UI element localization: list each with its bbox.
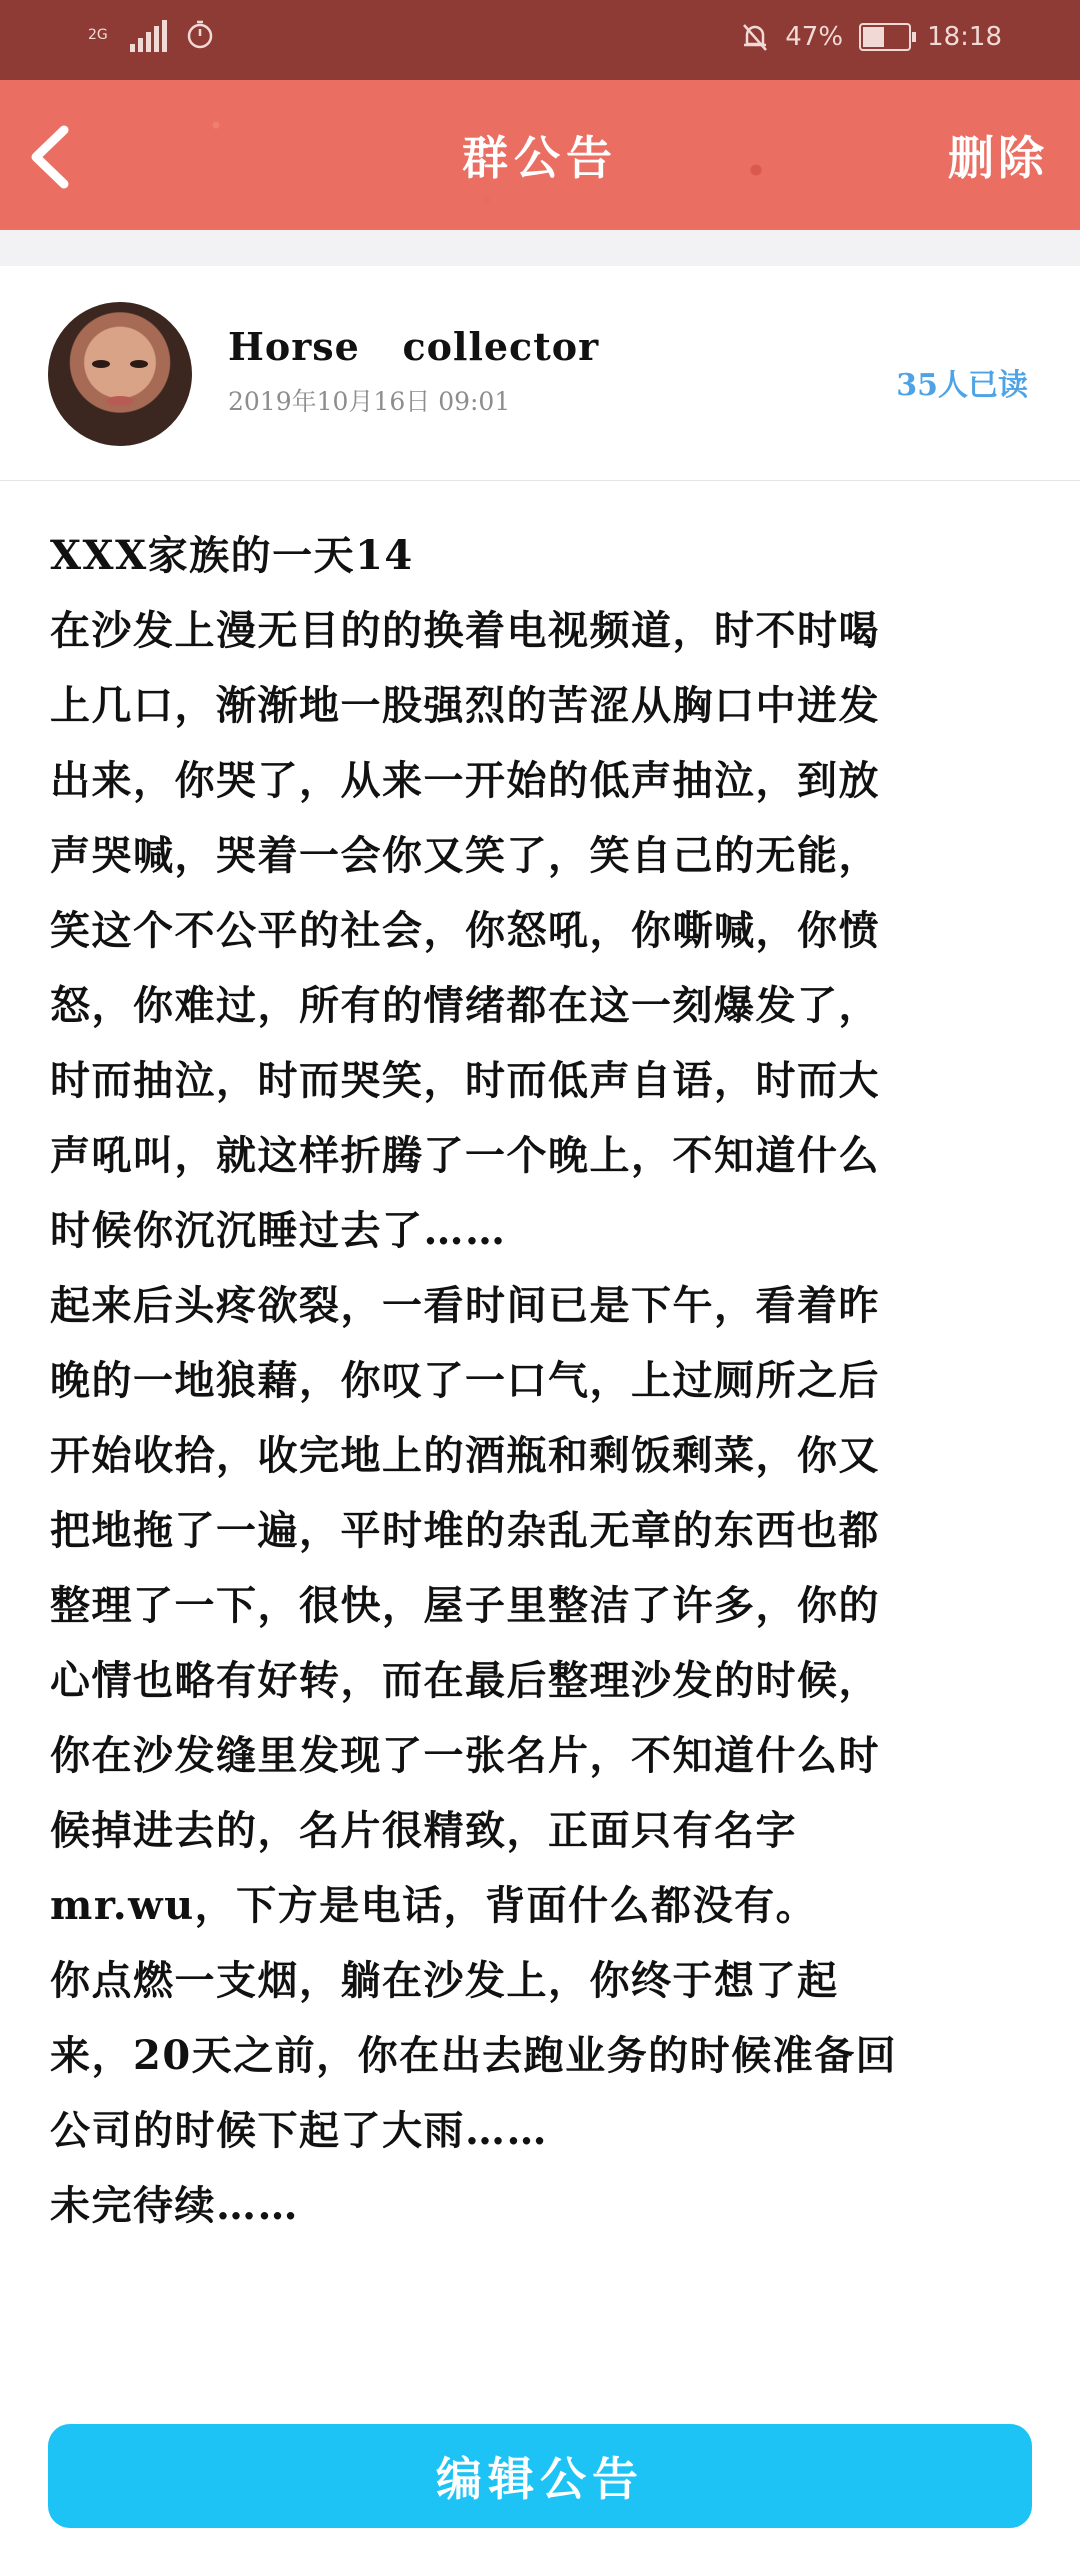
read-count-link[interactable]: 35人已读 — [896, 368, 1028, 403]
page-title: 群公告 — [462, 131, 618, 185]
bell-muted-icon — [741, 22, 769, 52]
announcement-line: 上几口，渐渐地一股强烈的苦涩从胸口中迸发 — [50, 682, 880, 729]
announcement-line: 笑这个不公平的社会，你怒吼，你嘶喊，你愤 — [50, 907, 880, 954]
announcement-line: mr.wu，下方是电话，背面什么都没有。 — [50, 1882, 818, 1929]
announcement-line: 怒，你难过，所有的情绪都在这一刻爆发了， — [50, 982, 880, 1029]
announcement-line: 你在沙发缝里发现了一张名片，不知道什么时 — [50, 1732, 880, 1779]
author-header — [0, 266, 1080, 481]
author-name: Horse collector — [228, 324, 600, 369]
nav-bar — [0, 80, 1080, 230]
signal-icon — [130, 18, 167, 52]
announcement-line: 时而抽泣，时而哭笑，时而低声自语，时而大 — [50, 1057, 880, 1104]
announcement-line: 在沙发上漫无目的的换着电视频道，时不时喝 — [50, 607, 880, 654]
battery-percent: 47% — [785, 22, 844, 52]
network-type: 2G — [88, 27, 108, 43]
announcement-line: 出来，你哭了，从来一开始的低声抽泣，到放 — [50, 757, 880, 804]
battery-fill — [863, 27, 884, 47]
announcement-line: 整理了一下，很快，屋子里整洁了许多，你的 — [50, 1582, 880, 1629]
announcement-line: 未完待续…… — [50, 2182, 299, 2229]
announcement-line: 来，20天之前，你在出去跑业务的时候准备回 — [50, 2032, 898, 2079]
announcement-line: 心情也略有好转，而在最后整理沙发的时候， — [50, 1657, 880, 1704]
status-left — [88, 18, 215, 52]
announcement-line: 时候你沉沉睡过去了…… — [50, 1207, 507, 1254]
clock: 18:18 — [927, 22, 1002, 52]
announcement-line: 声吼叫，就这样折腾了一个晚上，不知道什么 — [50, 1132, 880, 1179]
delete-button[interactable]: 删除 — [948, 131, 1048, 185]
post-date: 2019年10月16日 09:01 — [228, 387, 511, 416]
avatar-mouth — [106, 396, 134, 406]
section-divider — [0, 230, 1080, 266]
announcement-line: 起来后头疼欲裂，一看时间已是下午，看着昨 — [50, 1282, 880, 1329]
announcement-body — [50, 518, 1035, 2243]
announcement-line: 晚的一地狼藉，你叹了一口气，上过厕所之后 — [50, 1357, 880, 1404]
announcement-line: 把地拖了一遍，平时堆的杂乱无章的东西也都 — [50, 1507, 880, 1554]
announcement-line: 你点燃一支烟，躺在沙发上，你终于想了起 — [50, 1957, 839, 2004]
announcement-line: 开始收拾，收完地上的酒瓶和剩饭剩菜，你又 — [50, 1432, 880, 1479]
status-right — [741, 22, 1002, 52]
avatar-eye-right — [130, 360, 148, 368]
avatar-eye-left — [92, 360, 110, 368]
announcement-line: 声哭喊，哭着一会你又笑了，笑自己的无能， — [50, 832, 880, 879]
status-bar — [0, 0, 1080, 80]
battery-icon — [859, 23, 911, 51]
timer-icon — [185, 20, 215, 50]
announcement-line: XXX家族的一天14 — [50, 532, 414, 579]
announcement-line: 候掉进去的，名片很精致，正面只有名字 — [50, 1807, 797, 1854]
edit-announcement-button[interactable]: 编辑公告 — [48, 2424, 1032, 2528]
announcement-line: 公司的时候下起了大雨…… — [50, 2107, 548, 2154]
avatar[interactable] — [48, 302, 192, 446]
